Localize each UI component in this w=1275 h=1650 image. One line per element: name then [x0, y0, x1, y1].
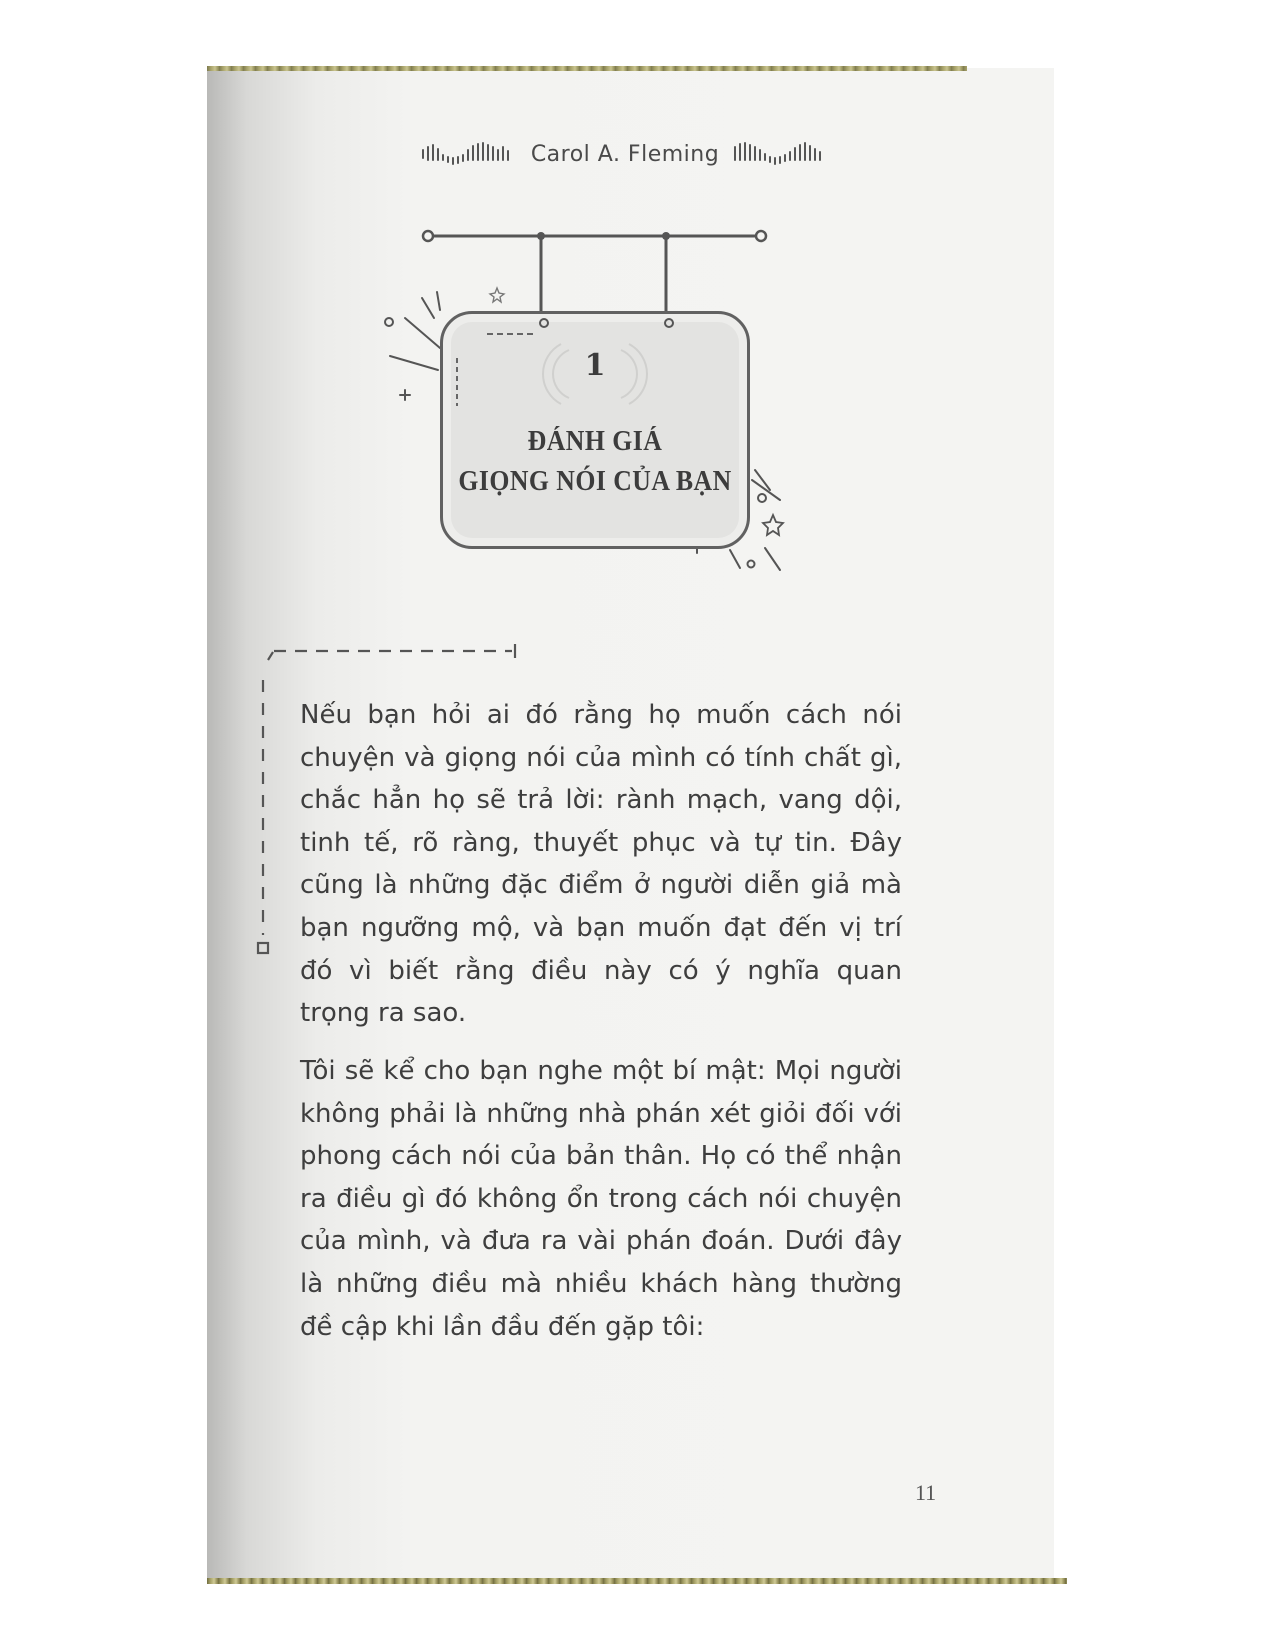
chapter-number: 1	[584, 348, 606, 383]
sound-wave-left-icon	[419, 140, 519, 168]
chapter-title-line-1: ĐÁNH GIÁ	[527, 426, 663, 457]
page-top-edge	[207, 66, 967, 71]
page-bottom-edge	[207, 1578, 1067, 1584]
author-name: Carol A. Fleming	[530, 141, 720, 167]
sound-wave-right-icon	[731, 140, 831, 168]
running-head	[410, 136, 840, 172]
page-number: 11	[915, 1480, 937, 1505]
chapter-title-line-2: GIỌNG NÓI CỦA BẠN	[458, 466, 732, 497]
chapter-title	[455, 422, 735, 502]
body-paragraph-2: Tôi sẽ kể cho bạn nghe một bí mật: Mọi người không phải là những nhà phán xét giỏi đối với phong cách nói của bản thân. Họ có thể nhận ra điều gì đó không ổn trong cách nói chuyện của mình, và đưa ra vài phán đoán. Dưới đây là những điều mà nhiều khách hàng thường đề cập khi lần đầu đến gặp tôi:	[300, 1056, 902, 1342]
chapter-sign-board	[440, 311, 750, 549]
body-paragraph-1: Nếu bạn hỏi ai đó rằng họ muốn cách nói chuyện và giọng nói của mình có tính chất gì, chắc hẳn họ sẽ trả lời: rành mạch, vang dội, tinh tế, rõ ràng, thuyết phục và tự tin. Đây cũng là những đặc điểm ở người diễn giả mà bạn ngưỡng mộ, và bạn muốn đạt đến vị trí đó vì biết rằng điều này có ý nghĩa quan trọng ra sao.	[300, 700, 902, 1029]
